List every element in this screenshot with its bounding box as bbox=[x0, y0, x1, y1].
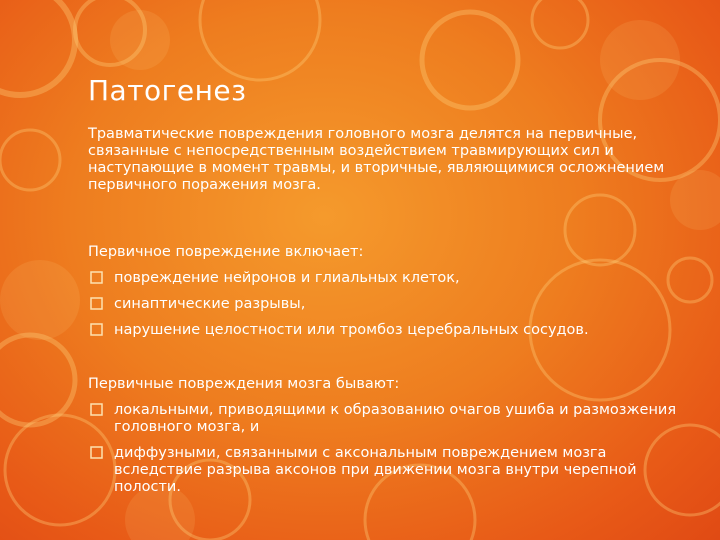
types-heading: Первичные повреждения мозга бывают: bbox=[88, 376, 400, 392]
list-item bbox=[88, 296, 688, 313]
types-list bbox=[88, 402, 688, 505]
list-item bbox=[88, 402, 688, 436]
intro-paragraph: Травматические повреждения головного мозга делятся на первичные, связанные с непосредственным воздействием травмирующих сил и наступающие в момент травмы, и вторичные, являющимися осложнением первичного поражения мозга. bbox=[88, 126, 665, 193]
primary-heading: Первичное повреждение включает: bbox=[88, 244, 364, 260]
list-item bbox=[88, 445, 688, 496]
hollow-square-icon bbox=[90, 323, 103, 336]
hollow-square-icon bbox=[90, 297, 103, 310]
list-item-text: локальными, приводящими к образованию очагов ушиба и размозжения головного мозга, и bbox=[114, 402, 677, 435]
list-item-text: нарушение целостности или тромбоз церебральных сосудов. bbox=[114, 322, 589, 338]
hollow-square-icon bbox=[90, 446, 103, 459]
hollow-square-icon bbox=[90, 403, 103, 416]
list-item bbox=[88, 322, 688, 339]
list-item-text: диффузными, связанными с аксональным повреждением мозга вследствие разрыва аксонов при движении мозга внутри черепной полости. bbox=[114, 445, 637, 495]
list-item-text: повреждение нейронов и глиальных клеток, bbox=[114, 270, 460, 286]
list-item-text: синаптические разрывы, bbox=[114, 296, 306, 312]
primary-list bbox=[88, 270, 688, 348]
list-item bbox=[88, 270, 688, 287]
slide-title: Патогенез bbox=[88, 74, 247, 107]
hollow-square-icon bbox=[90, 271, 103, 284]
